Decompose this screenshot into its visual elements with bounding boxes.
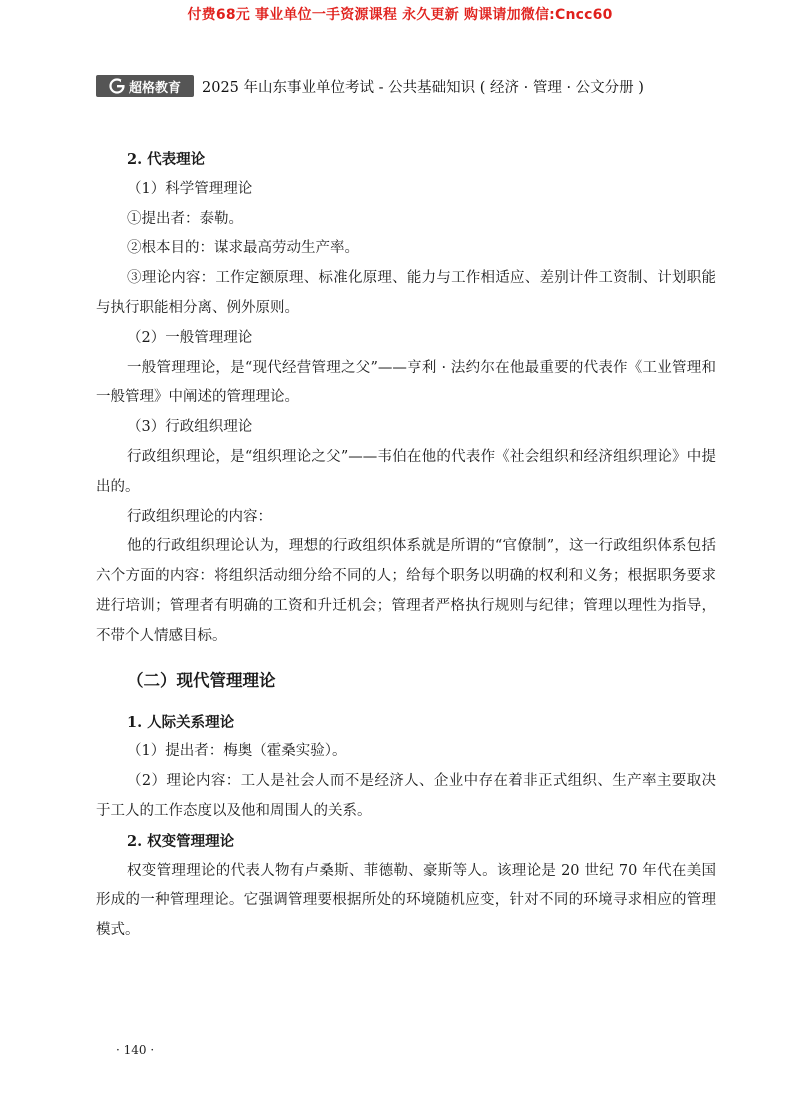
heading-daibiao: 2. 代表理论	[127, 151, 206, 168]
renji-content: （2）理论内容：工人是社会人而不是经济人、企业中存在着非正式组织、生产率主要取决于工人的工作态度以及他和周围人的关系。	[96, 773, 716, 819]
page-header	[96, 73, 720, 99]
quanbian-text: 权变管理理论的代表人物有卢桑斯、菲德勒、豪斯等人。该理论是 20 世纪 70 年代在美国形成的一种管理理论。它强调管理要根据所处的环境随机应变，针对不同的环境寻求相应的管理模式。	[96, 862, 716, 939]
kexue-content: ③理论内容：工作定额原理、标准化原理、能力与工作相适应、差别计件工资制、计划职能与执行职能相分离、例外原则。	[96, 270, 716, 316]
document-body	[96, 145, 716, 946]
xingzheng-title: （3）行政组织理论	[127, 419, 253, 436]
page-number: · 140 ·	[116, 1043, 155, 1057]
xingzheng-text: 行政组织理论，是“组织理论之父”——韦伯在他的代表作《社会组织和经济组织理论》中提出的。	[96, 448, 716, 495]
watermark-banner: 付费68元 事业单位一手资源课程 永久更新 购课请加微信:Cncc60	[187, 7, 613, 23]
kexue-title: （1）科学管理理论	[127, 180, 253, 197]
xingzheng-content-label: 行政组织理论的内容：	[127, 508, 272, 525]
brand-logo	[96, 75, 194, 97]
yiban-title: （2）一般管理理论	[127, 329, 253, 346]
kexue-goal: ②根本目的：谋求最高劳动生产率。	[127, 240, 359, 257]
brand-g-icon	[109, 78, 125, 94]
renji-proposer: （1）提出者：梅奥（霍桑实验）。	[127, 743, 347, 760]
brand-logo-text: 超格教育	[128, 80, 181, 96]
yiban-text: 一般管理理论，是“现代经营管理之父”——亨利 · 法约尔在他最重要的代表作《工业管理和一般管理》中阐述的管理理论。	[96, 359, 716, 406]
kexue-proposer: ①提出者：泰勒。	[127, 210, 243, 227]
header-title: 2025 年山东事业单位考试 - 公共基础知识 ( 经济 · 管理 · 公文分册 )	[202, 79, 644, 96]
heading-renji: 1. 人际关系理论	[127, 713, 235, 731]
xingzheng-content: 他的行政组织理论认为，理想的行政组织体系就是所谓的“官僚制”，这一行政组织体系包括六个方面的内容：将组织活动细分给不同的人；给每个职务以明确的权利和义务；根据职务要求进行培训；管理者有明确的工资和升迁机会；管理者严格执行规则与纪律；管理以理性为指导，不带个人情感目标。	[96, 538, 716, 644]
section-modern-theory: （二）现代管理理论	[127, 670, 276, 690]
heading-quanbian: 2. 权变管理理论	[127, 832, 235, 850]
